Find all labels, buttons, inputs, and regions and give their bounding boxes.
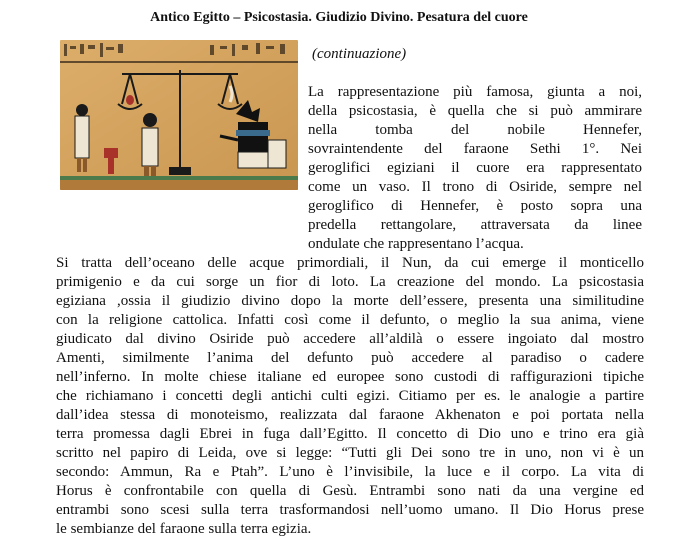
- paragraph-line: dall’idea stessa di monoteismo, realizzata dal faraone Akhenaton e poi portata nella: [56, 407, 644, 423]
- paragraph-line: egiziana ,ossia il giudizio divino dopo la morte dell’essere, presenta una similitudine: [56, 293, 644, 309]
- paragraph-line: ondulate che rappresentano l’acqua.: [308, 236, 524, 252]
- paragraph-line: giudicato dal divino Osiride può accedere all’aldilà o essere ingoiato dal mostro: [56, 331, 644, 347]
- paragraph-line: La rappresentazione più famosa, giunta a noi,: [308, 84, 642, 100]
- paragraph-line: Si tratta dell’oceano delle acque primordiali, il Nun, da cui emerge il monticello: [56, 255, 644, 271]
- paragraph-line: della psicostasia, è quella che si può ammirare: [308, 103, 642, 119]
- paragraph-line: secondo: Ammun, Ra e Ptah”. L’uno è l’invisibile, la luce e il corpo. La vita di: [56, 464, 644, 480]
- paragraph-line: con la religione cattolica. Infatti così come il defunto, o meglio la sua anima, viene: [56, 312, 644, 328]
- paragraph-line: nella tomba del nobile Hennefer,: [308, 122, 642, 138]
- paragraph-line: le sembianze del faraone sulla terra egizia.: [56, 521, 312, 537]
- document-title: Antico Egitto – Psicostasia. Giudizio Divino. Pesatura del cuore: [150, 10, 528, 25]
- paragraph-line: come un vaso. Il trono di Osiride, sempre nel: [308, 179, 642, 195]
- subtitle-continuation: (continuazione): [312, 46, 407, 62]
- paragraph-line: predella rettangolare, attraversata da linee: [308, 217, 642, 233]
- paragraph-line: nell’inferno. In molte chiese italiane ed europee sono custodi di raffigurazioni tipiche: [56, 369, 644, 385]
- paragraph-line: Horus è confrontabile con quella di Gesù. Entrambi sono nati da una vergine ed: [56, 483, 644, 499]
- paragraph-line: primigenio e da cui sorge un fior di loto. La creazione del mondo. La psicostasia: [56, 274, 644, 290]
- paragraph-line: che richiamano i concetti degli antichi culti egizi. Citiamo per es. le analogie a partire: [56, 388, 644, 404]
- paragraph-line: geroglifici egiziani il cuore era rappresentato: [308, 160, 642, 176]
- paragraph-line: sovraintendente del faraone Sethi 1°. Nei: [308, 141, 642, 157]
- paragraph-line: Amenti, similmente l’anima del defunto può accedere al paradiso o cadere: [56, 350, 644, 366]
- paragraph-line: terra promessa dagli Ebrei in fuga dall’Egitto. Il concetto di Dio uno e trino era già: [56, 426, 644, 442]
- paragraph-line: scritto nel papiro di Leida, ove si legge: “Tutti gli Dei sono tre in uno, non vi è un: [56, 445, 644, 461]
- paragraph-line: geroglifico di Hennefer, è posto sopra una: [308, 198, 642, 214]
- paragraph-line: entrambi sono scesi sulla terra trasformandosi nell’uomo umano. Il Dio Horus prese: [56, 502, 644, 518]
